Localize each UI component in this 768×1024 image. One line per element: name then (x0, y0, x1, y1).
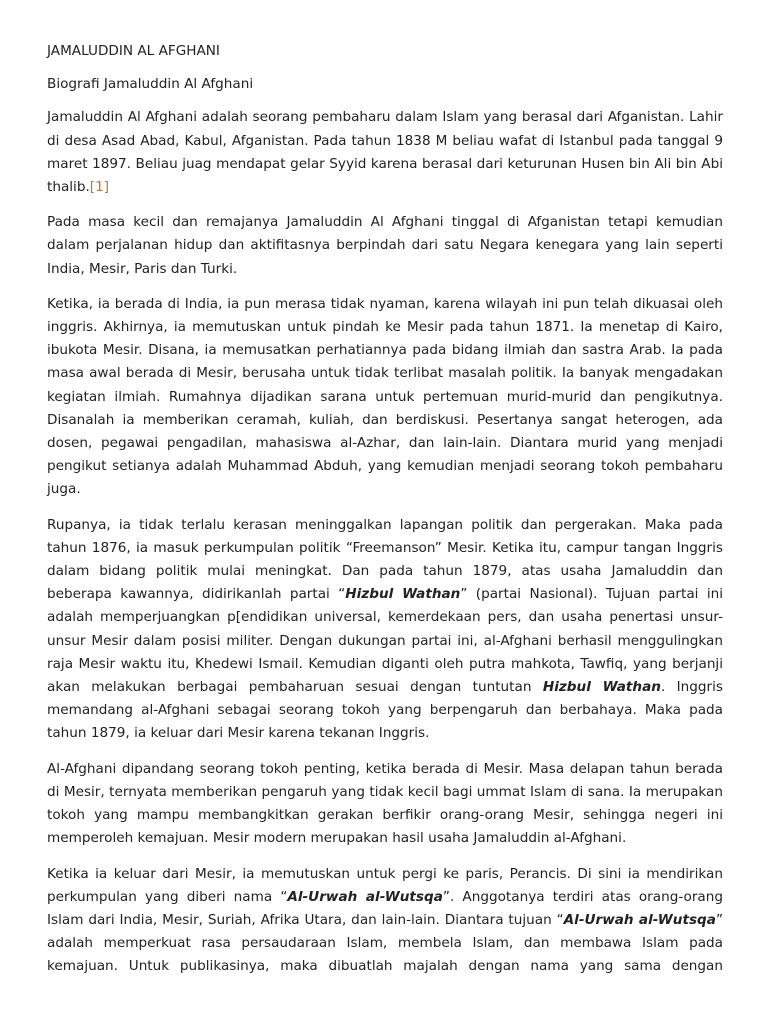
paragraph-4-part-3: . Inggris memandang al-Afghani sebagai seorang tokoh yang berpengaruh dan berbahaya. Maka pada tahun 1879, ia keluar dari Mesir karena tekanan Inggris. (47, 679, 724, 742)
footnote-link[interactable]: [1] (89, 179, 110, 196)
document-title: JAMALUDDIN AL AFGHANI (47, 43, 220, 59)
party-name-emphasis: Hizbul Wathan (542, 679, 661, 696)
paragraph-4-part-2: ” (partai Nasional). Tujuan partai ini adalah memperjuangkan p[endidikan universal, kemerdekaan pers, dan usaha penertasi unsur-unsur Mesir dalam posisi militer. Dengan dukungan partai ini, al-Afghani berhasil menggulingkan raja Mesir waktu itu, Khedewi Ismail. Kemudian diganti oleh putra mahkota, Tawfiq, yang berjanji akan melakukan berbagai pembaharuan sesuai dengan tuntutan (47, 586, 723, 696)
paragraph-1-text: Jamaluddin Al Afghani adalah seorang pembaharu dalam Islam yang berasal dari Afganistan. Lahir di desa Asad Abad, Kabul, Afganistan. Pada tahun 1838 M beliau wafat di Istanbul pada tanggal 9 maret 1897. Beliau juag mendapat gelar Syyid karena berasal dari keturunan Husen bin Ali bin Abi thalib. (47, 109, 723, 196)
paragraph-3: Ketika, ia berada di India, ia pun merasa tidak nyaman, karena wilayah ini pun telah dikuasai oleh inggris. Akhirnya, ia memutuskan untuk pindah ke Mesir pada tahun 1871. Ia menetap di Kairo, ibukota Mesir. Disana, ia memusatkan perhatiannya pada bidang ilmiah dan sastra Arab. Ia pada masa awal berada di Mesir, berusaha untuk tidak terlibat masalah politik. Ia banyak mengadakan kegiatan ilmiah. Rumahnya dijadikan sarana untuk pertemuan murid-murid dan pengikutnya. Disanalah ia memberikan ceramah, kuliah, dan berdiskusi. Pesertanya sangat heterogen, ada dosen, pegawai pengadilan, mahasiswa al-Azhar, dan lain-lain. Diantara murid yang menjadi pengikut setianya adalah Muhammad Abduh, yang kemudian menjadi seorang tokoh pembaharu juga. (47, 295, 723, 498)
paragraph-2: Pada masa kecil dan remajanya Jamaluddin Al Afghani tinggal di Afganistan tetapi kemudian dalam perjalanan hidup dan aktifitasnya berpindah dari satu Negara kenegara yang lain seperti India, Mesir, Paris dan Turki. (47, 214, 723, 277)
paragraph-6-part-1: Ketika ia keluar dari Mesir, ia memutuskan untuk pergi ke paris, Perancis. Di sini ia mendirikan perkumpulan yang diberi nama “ (47, 865, 723, 905)
organization-name-emphasis: Al-Urwah al-Wutsqa (563, 911, 716, 928)
paragraph-6-part-2: ”. Anggotanya terdiri atas orang-orang Islam dari India, Mesir, Suriah, Afrika Utara, dan lain-lain. Diantara tujuan “ (47, 888, 723, 928)
organization-name-emphasis: Al-Urwah al-Wutsqa (287, 888, 443, 905)
paragraph-1 (47, 106, 723, 199)
paragraph-5: Al-Afghani dipandang seorang tokoh penting, ketika berada di Mesir. Masa delapan tahun berada di Mesir, ternyata memberikan pengaruh yang tidak kecil bagi ummat Islam di sana. Ia merupakan tokoh yang mampu membangkitkan gerakan berfikir orang-orang Mesir, sehingga negeri ini memperoleh kemajuan. Mesir modern merupakan hasil usaha Jamaluddin al-Afghani. (47, 760, 723, 847)
paragraph-6 (47, 863, 723, 979)
document-subtitle: Biografi Jamaluddin Al Afghani (47, 76, 254, 93)
paragraph-6-part-3: ” adalah memperkuat rasa persaudaraan Islam, membela Islam, dan membawa Islam pada kemajuan. Untuk publikasinya, maka dibuatlah majalah dengan nama yang sama dengan (47, 911, 723, 975)
paragraph-4 (47, 514, 723, 746)
document-page (47, 40, 723, 991)
party-name-emphasis: Hizbul Wathan (345, 586, 461, 603)
paragraph-4-part-1: Rupanya, ia tidak terlalu kerasan meninggalkan lapangan politik dan pergerakan. Maka pada tahun 1876, ia masuk perkumpulan politik “Freemanson” Mesir. Ketika itu, campur tangan Inggris dalam bidang politik mulai meningkat. Dan pada tahun 1879, atas usaha Jamaluddin dan beberapa kawannya, didirikanlah partai “ (47, 516, 723, 603)
